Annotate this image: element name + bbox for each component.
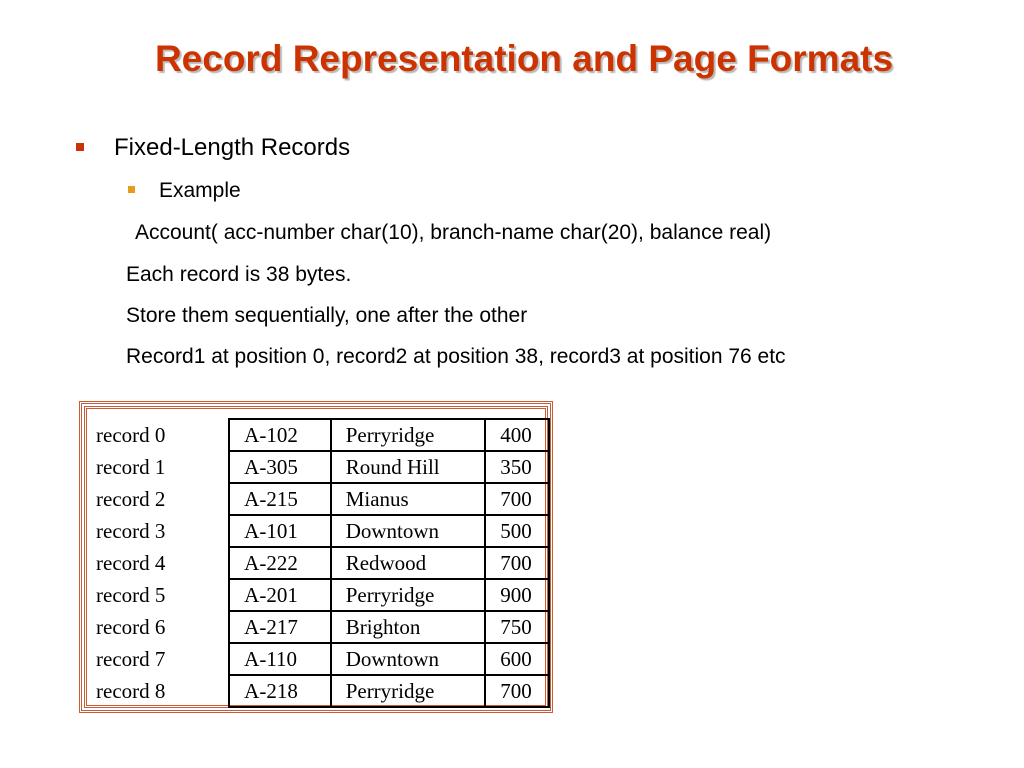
record-label: record 2 [96, 487, 166, 511]
account-number-cell: A-110 [229, 643, 331, 675]
record-label: record 7 [96, 647, 166, 671]
account-number-cell: A-102 [229, 419, 331, 451]
record-label: record 1 [96, 455, 166, 479]
branch-name-cell: Perryridge [331, 675, 486, 707]
branch-name-cell: Mianus [331, 483, 486, 515]
table-row [91, 547, 549, 579]
table-row [91, 611, 549, 643]
record-size-line: Each record is 38 bytes. [126, 263, 352, 286]
schema-line: Account( acc-number char(10), branch-name char(20), balance real) [135, 221, 772, 244]
record-label: record 4 [96, 551, 166, 575]
table-row [91, 483, 549, 515]
square-bullet-icon [76, 143, 84, 151]
square-bullet-icon [128, 186, 135, 193]
record-label: record 6 [96, 615, 166, 639]
branch-name-cell: Downtown [331, 643, 486, 675]
account-number-cell: A-101 [229, 515, 331, 547]
account-number-cell: A-201 [229, 579, 331, 611]
balance-cell: 750 [485, 611, 549, 643]
account-number-cell: A-305 [229, 451, 331, 483]
table-row [91, 419, 549, 451]
balance-cell: 400 [485, 419, 549, 451]
table-row [91, 515, 549, 547]
branch-name-cell: Brighton [331, 611, 486, 643]
branch-name-cell: Perryridge [331, 579, 486, 611]
positions-line: Record1 at position 0, record2 at position 38, record3 at position 76 etc [126, 345, 786, 368]
record-label: record 0 [96, 423, 166, 447]
table-row [91, 675, 549, 707]
balance-cell: 900 [485, 579, 549, 611]
branch-name-cell: Downtown [331, 515, 486, 547]
records-figure [79, 401, 553, 713]
slide-title: Record Representation and Page Formats [154, 38, 894, 79]
balance-cell: 600 [485, 643, 549, 675]
bullet-text: Fixed-Length Records [114, 134, 351, 161]
account-number-cell: A-222 [229, 547, 331, 579]
table-row [91, 579, 549, 611]
record-label: record 5 [96, 583, 166, 607]
balance-cell: 700 [485, 547, 549, 579]
balance-cell: 350 [485, 451, 549, 483]
account-number-cell: A-217 [229, 611, 331, 643]
account-number-cell: A-218 [229, 675, 331, 707]
branch-name-cell: Redwood [331, 547, 486, 579]
branch-name-cell: Round Hill [331, 451, 486, 483]
sub-bullet-text: Example [159, 179, 241, 202]
table-row [91, 643, 549, 675]
record-label: record 8 [96, 679, 166, 703]
branch-name-cell: Perryridge [331, 419, 486, 451]
balance-cell: 500 [485, 515, 549, 547]
storage-line: Store them sequentially, one after the other [126, 304, 528, 327]
record-label: record 3 [96, 519, 166, 543]
balance-cell: 700 [485, 483, 549, 515]
account-number-cell: A-215 [229, 483, 331, 515]
records-table [91, 418, 550, 708]
table-row [91, 451, 549, 483]
balance-cell: 700 [485, 675, 549, 707]
